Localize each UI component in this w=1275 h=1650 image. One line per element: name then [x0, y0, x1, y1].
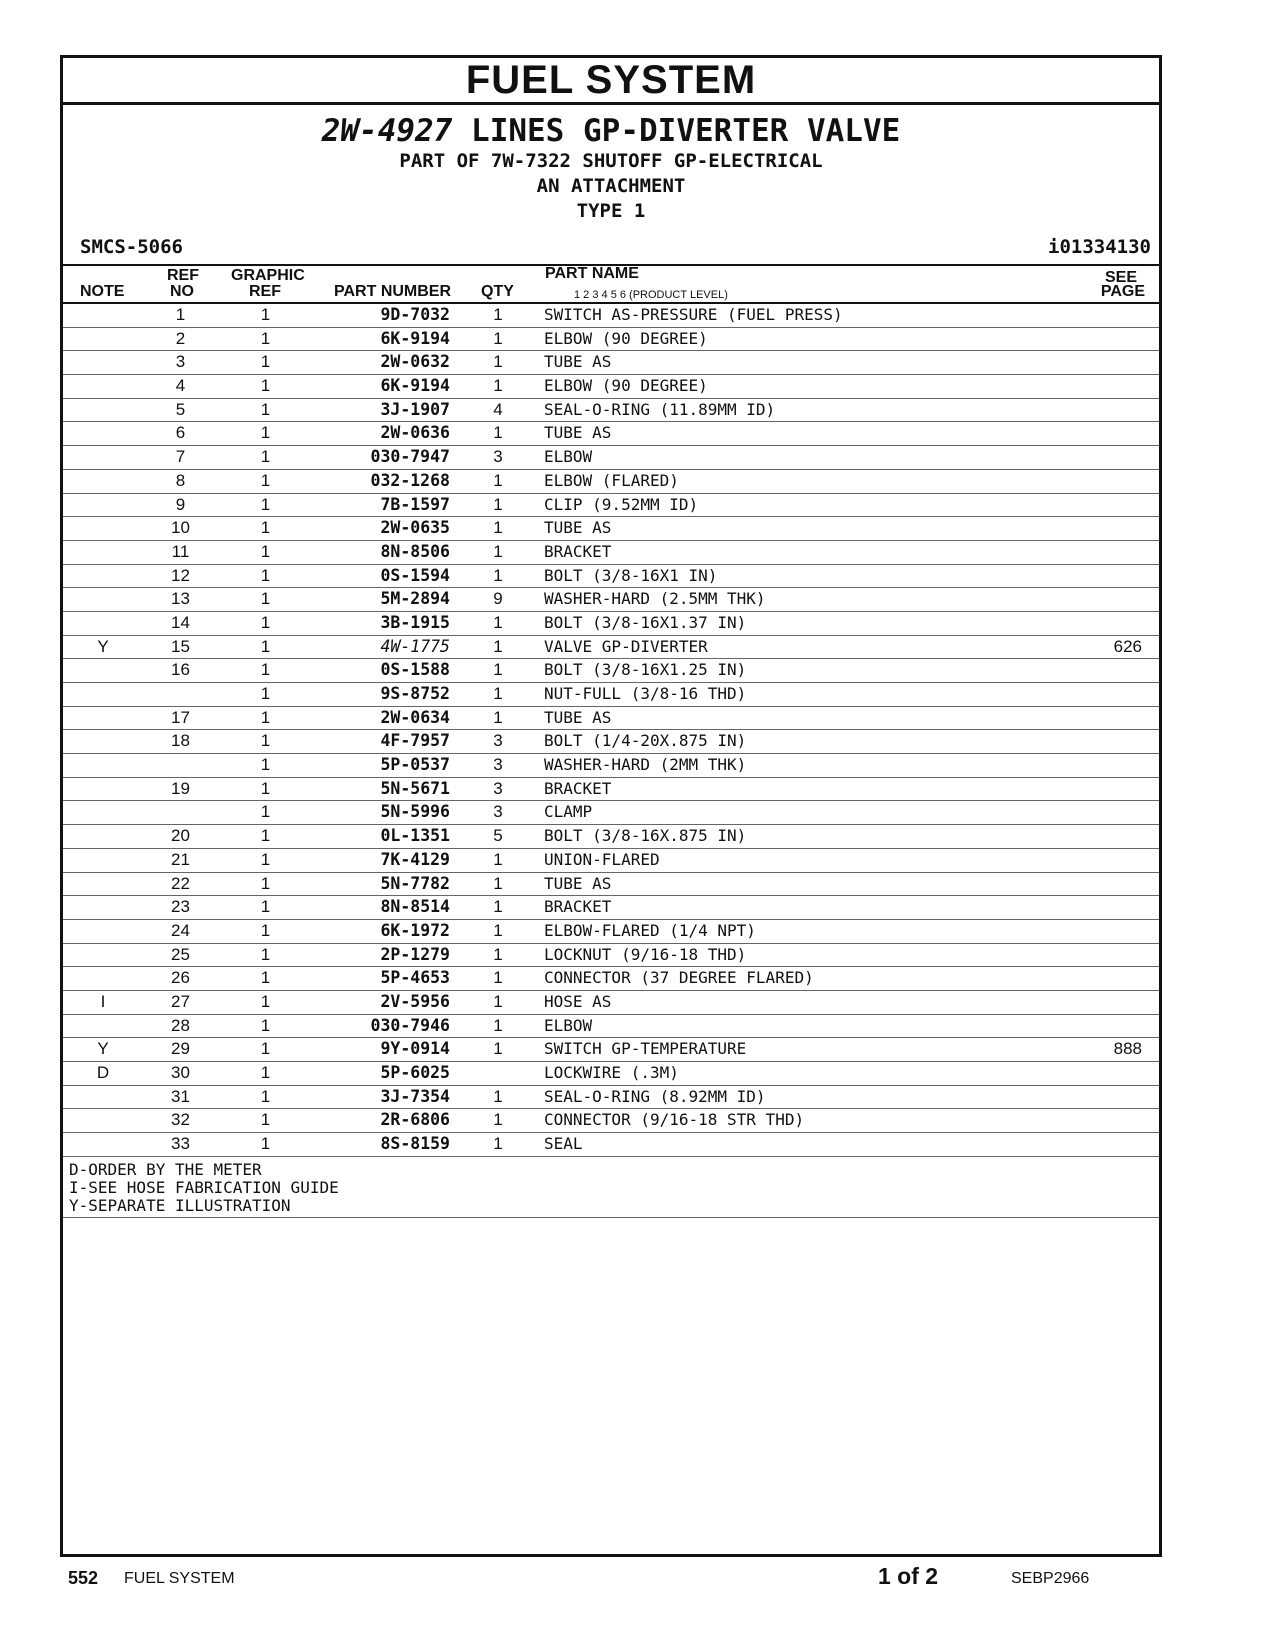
footer-doc-id: SEBP2966 [1011, 1570, 1090, 1587]
table-row [63, 399, 1159, 423]
part-of-line: PART OF 7W-7322 SHUTOFF GP-ELECTRICAL [399, 150, 823, 172]
note-cell: Y [97, 636, 109, 656]
ref-no-cell: 7 [175, 447, 186, 467]
ref-no-cell: 21 [171, 849, 190, 869]
part-number-cell[interactable]: 9D-7032 [380, 305, 450, 324]
graphic-ref-cell: 1 [260, 565, 271, 585]
ref-no-cell: 33 [171, 1134, 190, 1154]
part-number-cell[interactable]: 2W-0636 [380, 423, 450, 443]
ref-no-cell: 31 [171, 1086, 190, 1106]
table-row [63, 873, 1159, 897]
part-name-cell: LOCKNUT (9/16-18 THD) [544, 944, 747, 964]
qty-cell: 9 [493, 589, 503, 609]
ref-no-cell: 23 [171, 897, 190, 917]
qty-cell: 1 [493, 423, 503, 443]
header-note: NOTE [80, 283, 125, 300]
table-row [63, 944, 1159, 968]
ref-no-cell: 16 [171, 660, 190, 680]
ref-no-cell: 26 [171, 968, 190, 988]
qty-cell: 1 [493, 897, 503, 917]
ref-no-cell: 10 [171, 518, 190, 538]
part-name-cell: CLIP (9.52MM ID) [544, 494, 699, 514]
graphic-ref-cell: 1 [260, 328, 271, 348]
table-row [63, 588, 1159, 612]
header-part-name: PART NAME [545, 265, 639, 282]
graphic-ref-cell: 1 [260, 731, 271, 751]
qty-cell: 1 [493, 470, 503, 490]
part-number-cell[interactable]: 7B-1597 [380, 494, 450, 514]
part-name-cell: CLAMP [544, 802, 593, 822]
part-number-cell[interactable]: 9Y-0914 [380, 1039, 450, 1059]
group-title [63, 113, 1159, 149]
qty-cell: 3 [493, 731, 503, 751]
part-name-cell: LOCKWIRE (.3M) [544, 1063, 679, 1082]
attachment-line: AN ATTACHMENT [536, 175, 686, 197]
table-row [63, 849, 1159, 873]
table-row [63, 1133, 1159, 1157]
graphic-ref-cell: 1 [260, 305, 271, 324]
table-row [63, 920, 1159, 944]
part-name-cell: ELBOW (90 DEGREE) [544, 328, 708, 348]
graphic-ref-cell: 1 [260, 423, 271, 443]
part-name-cell: BOLT (3/8-16X1.25 IN) [544, 660, 747, 680]
part-name-cell: BRACKET [544, 778, 612, 798]
parts-list-frame [60, 55, 1162, 1557]
part-name-cell: HOSE AS [544, 991, 612, 1011]
ref-no-cell: 12 [171, 565, 190, 585]
see-page-cell[interactable]: 888 [1113, 1039, 1142, 1059]
qty-cell: 1 [493, 494, 503, 514]
graphic-ref-cell: 1 [260, 518, 271, 538]
part-name-cell: BOLT (1/4-20X.875 IN) [544, 731, 747, 751]
graphic-ref-cell: 1 [260, 1063, 271, 1082]
table-row [63, 422, 1159, 446]
part-number-cell[interactable]: 0S-1588 [380, 660, 450, 680]
part-number-cell[interactable]: 0L-1351 [380, 826, 450, 846]
table-row [63, 541, 1159, 565]
table-row [63, 801, 1159, 825]
qty-cell: 1 [493, 352, 503, 372]
part-name-cell: BOLT (3/8-16X.875 IN) [544, 826, 747, 846]
qty-cell: 1 [493, 968, 503, 988]
qty-cell: 1 [493, 612, 503, 632]
ref-no-cell: 27 [171, 991, 190, 1011]
table-row [63, 896, 1159, 920]
table-row [63, 636, 1159, 660]
table-row [63, 612, 1159, 636]
note-y: Y-SEPARATE ILLUSTRATION [69, 1195, 291, 1215]
graphic-ref-cell: 1 [260, 755, 271, 775]
ref-no-cell: 17 [171, 707, 190, 727]
ref-no-cell: 8 [175, 470, 186, 490]
part-name-cell: TUBE AS [544, 423, 612, 443]
table-row [63, 351, 1159, 375]
table-row [63, 375, 1159, 399]
ref-no-cell: 13 [171, 589, 190, 609]
qty-cell: 1 [493, 541, 503, 561]
table-row [63, 659, 1159, 683]
qty-cell: 1 [493, 1086, 503, 1106]
graphic-ref-cell: 1 [260, 589, 271, 609]
part-name-cell: BRACKET [544, 541, 612, 561]
header-graphic-top: GRAPHIC [231, 267, 305, 284]
graphic-ref-cell: 1 [260, 660, 271, 680]
part-number-cell[interactable]: 5N-5671 [380, 778, 450, 798]
qty-cell: 3 [493, 802, 503, 822]
ref-no-cell: 9 [175, 494, 186, 514]
footer-section: FUEL SYSTEM [124, 1570, 235, 1587]
graphic-ref-cell: 1 [260, 494, 271, 514]
ref-no-cell: 2 [175, 328, 186, 348]
graphic-ref-cell: 1 [260, 1110, 271, 1130]
qty-cell: 1 [493, 873, 503, 893]
qty-cell: 1 [493, 1039, 503, 1059]
table-row [63, 328, 1159, 352]
ref-no-cell: 32 [171, 1110, 190, 1130]
part-name-cell: BOLT (3/8-16X1 IN) [544, 565, 718, 585]
note-cell: I [100, 991, 106, 1011]
footer-page-number: 552 [68, 1568, 99, 1588]
part-number-cell[interactable]: 030-7946 [370, 1015, 450, 1035]
graphic-ref-cell: 1 [260, 920, 271, 940]
part-name-cell: SWITCH GP-TEMPERATURE [544, 1039, 747, 1059]
part-number-cell[interactable]: 2W-0635 [380, 518, 450, 538]
group-name: LINES GP-DIVERTER VALVE [471, 113, 901, 149]
ref-no-cell: 3 [175, 352, 186, 372]
qty-cell: 1 [493, 1110, 503, 1130]
ref-no-cell: 11 [171, 541, 190, 561]
part-number-cell[interactable]: 6K-9194 [380, 376, 450, 396]
header-product-level: 1 2 3 4 5 6 (PRODUCT LEVEL) [574, 289, 728, 301]
part-number-cell[interactable]: 5P-4653 [380, 968, 450, 988]
graphic-ref-cell: 1 [260, 849, 271, 869]
qty-cell: 1 [493, 849, 503, 869]
see-page-cell[interactable]: 626 [1113, 636, 1142, 656]
part-number-cell[interactable]: 030-7947 [370, 447, 450, 467]
part-number-cell[interactable]: 5P-0537 [380, 755, 450, 775]
graphic-ref-cell: 1 [260, 636, 271, 656]
header-ref-top: REF [167, 267, 199, 284]
part-number-cell[interactable]: 3B-1915 [380, 612, 450, 632]
part-name-cell: BRACKET [544, 897, 612, 917]
part-name-cell: TUBE AS [544, 873, 612, 893]
qty-cell: 1 [493, 565, 503, 585]
part-name-cell: TUBE AS [544, 518, 612, 538]
qty-cell: 1 [493, 376, 503, 396]
qty-cell: 1 [493, 305, 503, 324]
part-name-cell: UNION-FLARED [544, 849, 660, 869]
note-cell: Y [97, 1039, 109, 1059]
ref-no-cell: 30 [171, 1063, 190, 1082]
graphic-ref-cell: 1 [260, 778, 271, 798]
part-name-cell: ELBOW (FLARED) [544, 470, 679, 490]
part-number-cell[interactable]: 3J-1907 [380, 399, 450, 419]
qty-cell: 1 [493, 1015, 503, 1035]
page-footer [68, 1560, 1097, 1590]
ref-no-cell: 24 [171, 920, 190, 940]
ref-no-cell: 18 [171, 731, 190, 751]
part-number-cell[interactable]: 2W-0634 [380, 707, 450, 727]
part-number-cell[interactable]: 8S-8159 [380, 1134, 450, 1154]
qty-cell: 1 [493, 684, 503, 703]
part-name-cell: ELBOW (90 DEGREE) [544, 376, 708, 396]
part-name-cell: ELBOW-FLARED (1/4 NPT) [544, 920, 756, 940]
table-row [63, 1086, 1159, 1110]
ref-no-cell: 22 [171, 873, 190, 893]
table-header [63, 264, 1159, 304]
ref-no-cell: 1 [175, 305, 186, 324]
part-number-cell[interactable]: 3J-7354 [380, 1086, 450, 1106]
ref-no-cell: 5 [175, 399, 186, 419]
qty-cell: 1 [493, 920, 503, 940]
qty-cell: 1 [493, 660, 503, 680]
table-row [63, 517, 1159, 541]
table-row [63, 470, 1159, 494]
table-row [63, 494, 1159, 518]
part-number-cell[interactable]: 5P-6025 [380, 1063, 450, 1082]
table-row [63, 754, 1159, 778]
header-ref-bottom: NO [170, 283, 194, 300]
note-d: D-ORDER BY THE METER [69, 1159, 262, 1179]
ref-no-cell: 25 [171, 944, 190, 964]
part-number-cell[interactable]: 0S-1594 [380, 565, 450, 585]
group-number: 2W-4927 [321, 113, 453, 149]
qty-cell: 1 [493, 1134, 503, 1154]
part-number-cell[interactable]: 6K-9194 [380, 328, 450, 348]
part-number-cell[interactable]: 032-1268 [370, 470, 450, 490]
qty-cell: 1 [493, 518, 503, 538]
part-number-cell[interactable]: 2W-0632 [380, 352, 450, 372]
part-number-cell[interactable]: 4W-1775 [380, 636, 450, 656]
table-row [63, 1109, 1159, 1133]
graphic-ref-cell: 1 [260, 612, 271, 632]
graphic-ref-cell: 1 [260, 1015, 271, 1035]
graphic-ref-cell: 1 [260, 447, 271, 467]
qty-cell: 1 [493, 991, 503, 1011]
table-row [63, 707, 1159, 731]
id-line [63, 236, 1159, 258]
graphic-ref-cell: 1 [260, 873, 271, 893]
part-number-cell[interactable]: 4F-7957 [380, 731, 450, 751]
header-part-number: PART NUMBER [334, 283, 452, 300]
part-name-cell: WASHER-HARD (2MM THK) [544, 755, 747, 775]
graphic-ref-cell: 1 [260, 1039, 271, 1059]
graphic-ref-cell: 1 [260, 399, 271, 419]
part-name-cell: SEAL-O-RING (11.89MM ID) [544, 399, 776, 419]
graphic-ref-cell: 1 [260, 1086, 271, 1106]
part-number-cell[interactable]: 8N-8506 [380, 541, 450, 561]
qty-cell: 3 [493, 755, 503, 775]
part-number-cell[interactable]: 9S-8752 [380, 684, 450, 703]
part-name-cell: NUT-FULL (3/8-16 THD) [544, 684, 747, 703]
graphic-ref-cell: 1 [260, 897, 271, 917]
table-row [63, 446, 1159, 470]
table-row [63, 1015, 1159, 1039]
table-row [63, 967, 1159, 991]
table-row [63, 778, 1159, 802]
table-row [63, 1038, 1159, 1062]
graphic-ref-cell: 1 [260, 991, 271, 1011]
graphic-ref-cell: 1 [260, 376, 271, 396]
table-row [63, 991, 1159, 1015]
table-row [63, 1062, 1159, 1086]
header-see-bottom: PAGE [1100, 283, 1145, 300]
table-row [63, 683, 1159, 707]
qty-cell: 1 [493, 944, 503, 964]
part-number-cell[interactable]: 5N-7782 [380, 873, 450, 893]
graphic-ref-cell: 1 [260, 968, 271, 988]
type-line: TYPE 1 [576, 200, 646, 222]
part-name-cell: CONNECTOR (9/16-18 STR THD) [544, 1110, 805, 1130]
group-header [63, 105, 1159, 224]
part-number-cell[interactable]: 2V-5956 [380, 991, 450, 1011]
graphic-ref-cell: 1 [260, 470, 271, 490]
part-name-cell: BOLT (3/8-16X1.37 IN) [544, 612, 747, 632]
part-name-cell: CONNECTOR (37 DEGREE FLARED) [544, 968, 814, 988]
part-name-cell: TUBE AS [544, 352, 612, 372]
ref-no-cell: 6 [175, 423, 186, 443]
part-number-cell[interactable]: 5N-5996 [380, 802, 450, 822]
graphic-ref-cell: 1 [260, 826, 271, 846]
table-row [63, 825, 1159, 849]
ref-no-cell: 28 [171, 1015, 190, 1035]
header-graphic-bottom: REF [249, 283, 281, 300]
header-see-top: SEE [1104, 269, 1137, 286]
qty-cell: 1 [493, 328, 503, 348]
part-name-cell: ELBOW [544, 1015, 593, 1035]
qty-cell: 3 [493, 778, 503, 798]
ref-no-cell: 20 [171, 826, 190, 846]
table-row [63, 730, 1159, 754]
part-name-cell: VALVE GP-DIVERTER [544, 636, 708, 656]
page-title: FUEL SYSTEM [465, 57, 757, 102]
part-name-cell: SWITCH AS-PRESSURE (FUEL PRESS) [544, 305, 843, 324]
part-name-cell: TUBE AS [544, 707, 612, 727]
note-cell: D [96, 1063, 110, 1082]
illustration-id: i01334130 [1048, 236, 1151, 258]
notes-block [63, 1157, 1159, 1218]
part-name-cell: WASHER-HARD (2.5MM THK) [544, 589, 766, 609]
table-row [63, 304, 1159, 328]
graphic-ref-cell: 1 [260, 1134, 271, 1154]
graphic-ref-cell: 1 [260, 944, 271, 964]
graphic-ref-cell: 1 [260, 684, 271, 703]
part-name-cell: ELBOW [544, 447, 593, 467]
ref-no-cell: 19 [171, 778, 190, 798]
qty-cell: 5 [493, 826, 503, 846]
ref-no-cell: 15 [171, 636, 190, 656]
parts-table-body [63, 304, 1159, 1157]
ref-no-cell: 14 [171, 612, 190, 632]
header-qty: QTY [481, 283, 514, 300]
title-band [63, 58, 1159, 105]
qty-cell: 3 [493, 447, 503, 467]
ref-no-cell: 4 [175, 376, 186, 396]
graphic-ref-cell: 1 [260, 707, 271, 727]
note-i: I-SEE HOSE FABRICATION GUIDE [69, 1177, 339, 1197]
part-name-cell: SEAL [544, 1134, 583, 1154]
footer-page-of: 1 of 2 [878, 1563, 939, 1589]
ref-no-cell: 29 [171, 1039, 190, 1059]
table-row [63, 565, 1159, 589]
part-number-cell[interactable]: 5M-2894 [380, 589, 450, 609]
qty-cell: 1 [493, 636, 503, 656]
part-number-cell[interactable]: 6K-1972 [380, 920, 450, 940]
graphic-ref-cell: 1 [260, 352, 271, 372]
part-number-cell[interactable]: 7K-4129 [380, 849, 450, 869]
qty-cell: 4 [493, 399, 503, 419]
graphic-ref-cell: 1 [260, 541, 271, 561]
part-name-cell: SEAL-O-RING (8.92MM ID) [544, 1086, 766, 1106]
part-number-cell[interactable]: 8N-8514 [380, 897, 450, 917]
smcs-code: SMCS-5066 [80, 236, 183, 258]
part-number-cell[interactable]: 2P-1279 [380, 944, 450, 964]
qty-cell: 1 [493, 707, 503, 727]
graphic-ref-cell: 1 [260, 802, 271, 822]
part-number-cell[interactable]: 2R-6806 [380, 1110, 450, 1130]
